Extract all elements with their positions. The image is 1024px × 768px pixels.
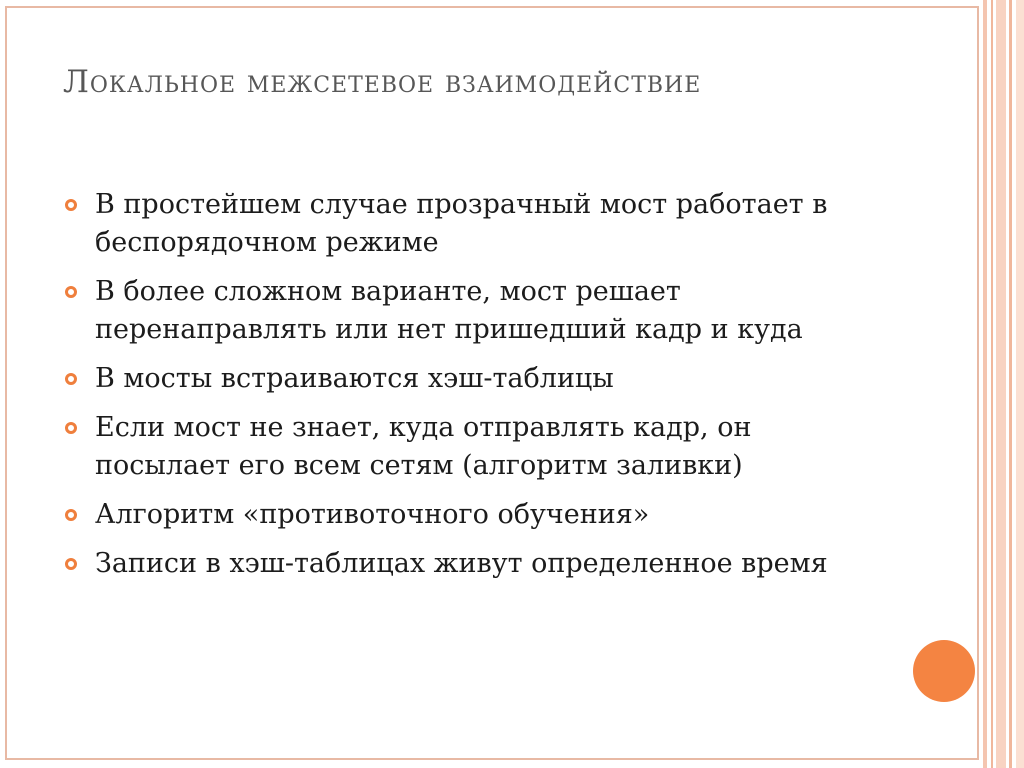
bullet-text: В простейшем случае прозрачный мост работает в беспорядочном режиме [95, 189, 828, 258]
bullet-marker-icon [65, 373, 77, 385]
bullet-list [65, 186, 885, 594]
bullet-item [65, 409, 885, 485]
decorative-stripe [1016, 0, 1024, 768]
bullet-item [65, 545, 885, 583]
decorative-circle [913, 640, 975, 702]
bullet-item [65, 496, 885, 534]
bullet-marker-icon [65, 422, 77, 434]
bullet-marker-icon [65, 509, 77, 521]
bullet-marker-icon [65, 286, 77, 298]
decorative-stripe [983, 0, 987, 768]
bullet-item [65, 273, 885, 349]
bullet-text: В мосты встраиваются хэш-таблицы [95, 363, 614, 394]
bullet-marker-icon [65, 558, 77, 570]
decorative-stripe [1009, 0, 1012, 768]
bullet-text: В более сложном варианте, мост решает перенаправлять или нет пришедший кадр и куда [95, 276, 803, 345]
bullet-item [65, 186, 885, 262]
decorative-stripe [996, 0, 1006, 768]
decorative-stripe [991, 0, 993, 768]
bullet-text: Алгоритм «противоточного обучения» [95, 499, 650, 530]
bullet-text: Если мост не знает, куда отправлять кадр, он посылает его всем сетям (алгоритм заливки) [95, 412, 752, 481]
bullet-text: Записи в хэш-таблицах живут определенное время [95, 548, 828, 579]
bullet-item [65, 360, 885, 398]
bullet-marker-icon [65, 199, 77, 211]
slide-title: Локальное межсетевое взаимодействие [63, 64, 702, 100]
